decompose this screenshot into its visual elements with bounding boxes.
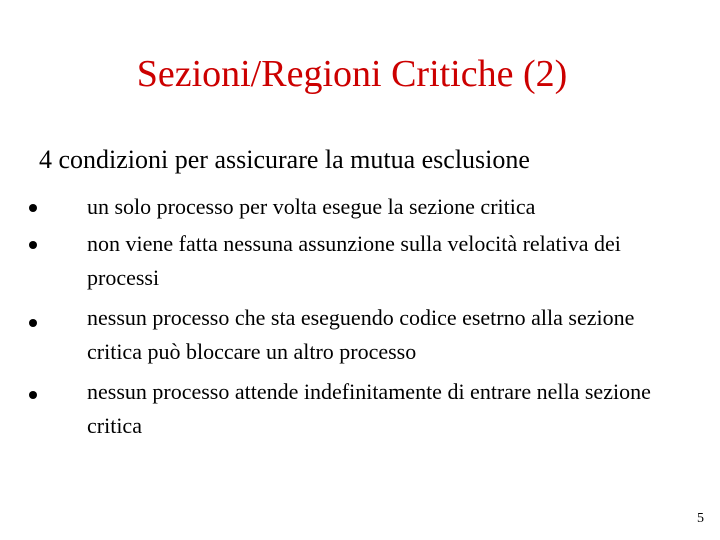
bullet-text: nessun processo attende indefinitamente di entrare nella sezione critica xyxy=(87,379,651,438)
bullet-text: un solo processo per volta esegue la sezione critica xyxy=(87,194,536,219)
bullet-dot-icon xyxy=(29,204,37,212)
bullet-dot-icon xyxy=(29,241,37,249)
bullet-text: non viene fatta nessuna assunzione sulla velocità relativa dei processi xyxy=(87,231,621,290)
intro-text: 4 condizioni per assicurare la mutua esclusione xyxy=(39,145,530,174)
slide-title: Sezioni/Regioni Critiche (2) xyxy=(136,53,568,95)
page-number: 5 xyxy=(697,511,704,526)
bullet-text: nessun processo che sta eseguendo codice esetrno alla sezione critica può bloccare un altro processo xyxy=(87,305,635,364)
bullet-dot-icon xyxy=(29,319,37,327)
bullet-dot-icon xyxy=(29,391,37,399)
